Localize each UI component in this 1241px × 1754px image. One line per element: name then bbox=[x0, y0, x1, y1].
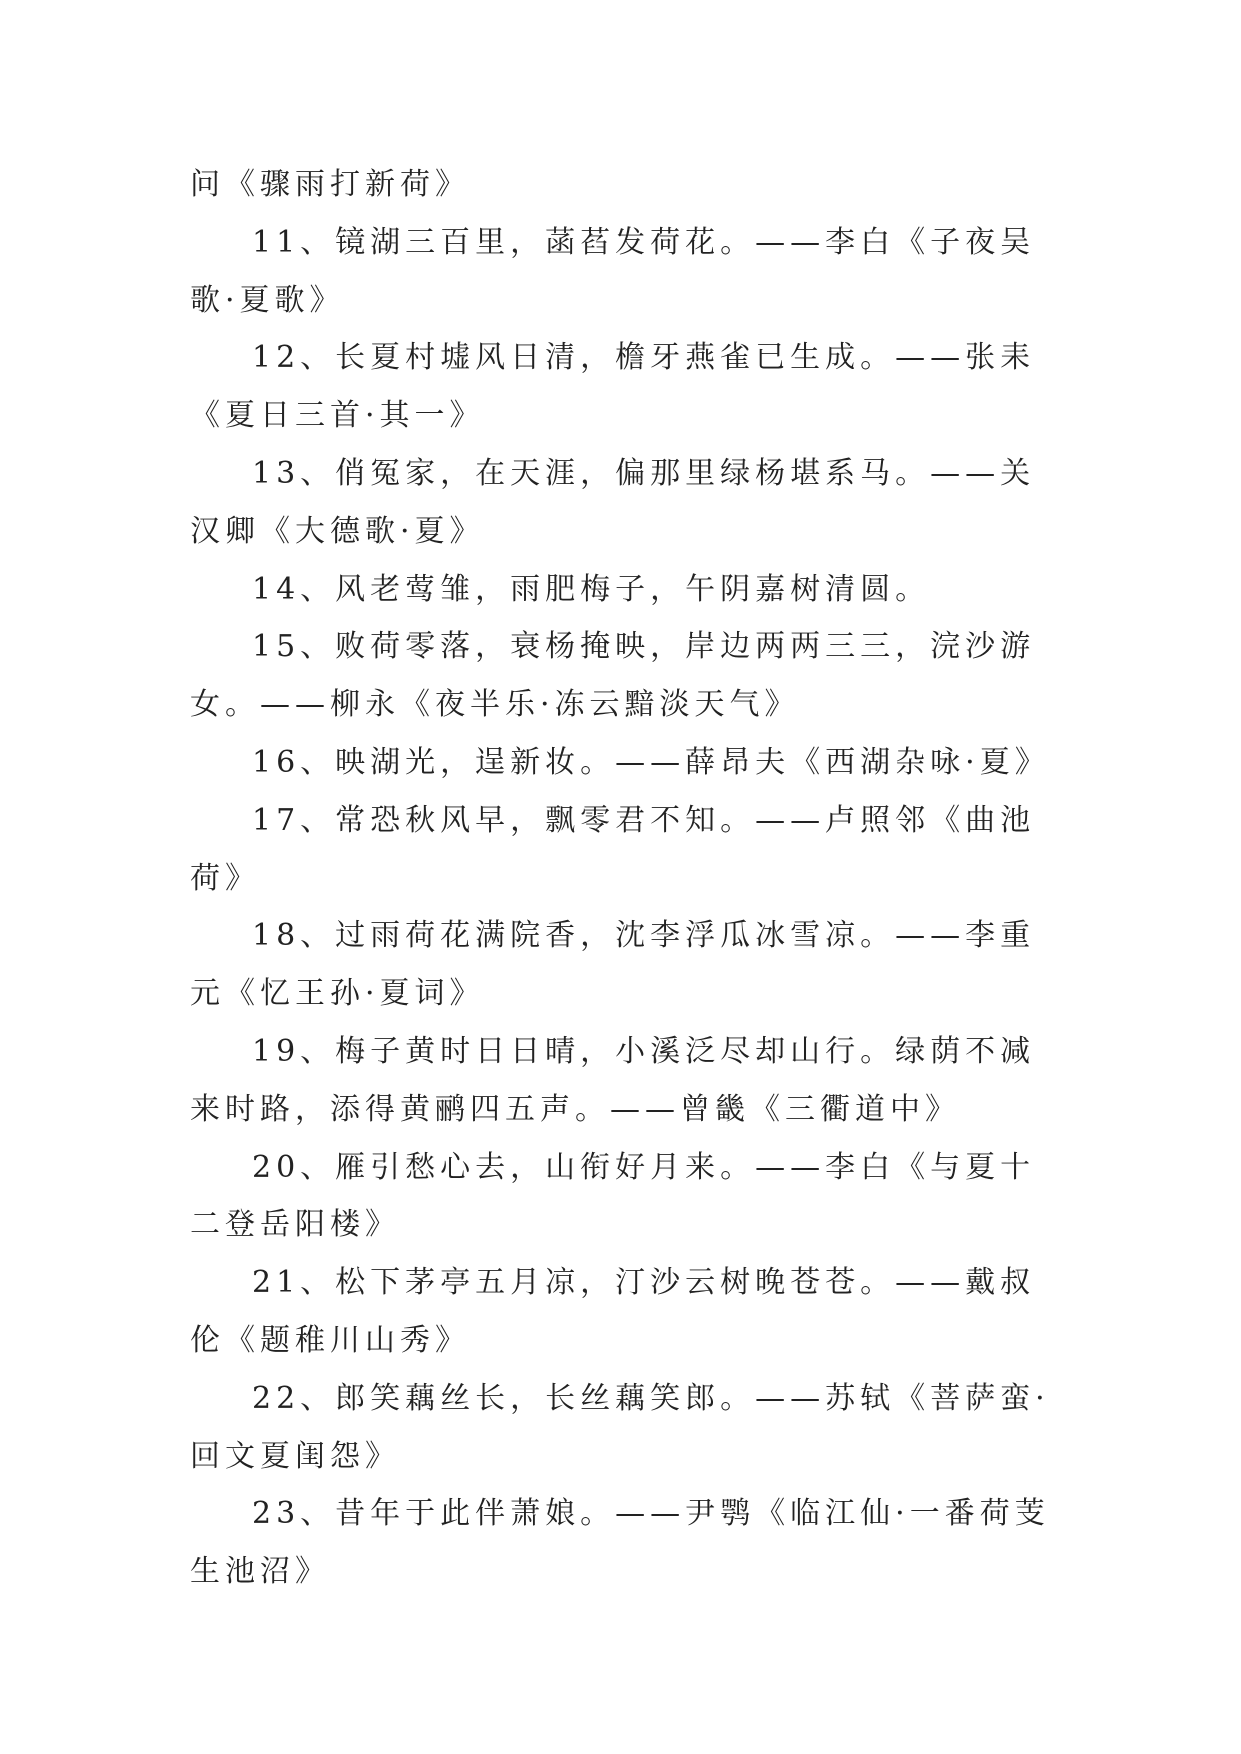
poem-entry-20: 20、雁引愁心去，山衔好月来。——李白《与夏十二登岳阳楼》 bbox=[190, 1149, 1036, 1243]
poem-entry-18: 18、过雨荷花满院香，沈李浮瓜冰雪凉。——李重元《忆王孙·夏词》 bbox=[190, 918, 1036, 1012]
poem-entry-12: 12、长夏村墟风日清，檐牙燕雀已生成。——张耒《夏日三首·其一》 bbox=[190, 340, 1036, 434]
poem-entry-21: 21、松下茅亭五月凉，汀沙云树晚苍苍。——戴叔伦《题稚川山秀》 bbox=[190, 1265, 1036, 1358]
poem-entry-15: 15、败荷零落，衰杨掩映，岸边两两三三，浣沙游女。——柳永《夜半乐·冻云黯淡天气》 bbox=[190, 629, 1036, 723]
poem-entry-19: 19、梅子黄时日日晴，小溪泛尽却山行。绿荫不减来时路，添得黄鹂四五声。——曾畿《三衢道中》 bbox=[190, 1033, 1036, 1127]
document-body bbox=[190, 156, 1052, 1601]
poem-entry-13: 13、俏冤家，在天涯，偏那里绿杨堪系马。——关汉卿《大德歌·夏》 bbox=[190, 455, 1036, 549]
poem-entry-17: 17、常恐秋风早，飘零君不知。——卢照邻《曲池荷》 bbox=[190, 802, 1036, 896]
poem-entry-16: 16、映湖光，逞新妆。——薛昂夫《西湖杂咏·夏》 bbox=[252, 744, 1050, 780]
poem-entry-14: 14、风老莺雏，雨肥梅子，午阴嘉树清圆。 bbox=[252, 571, 931, 607]
poem-entry-22: 22、郎笑藕丝长，长丝藕笑郎。——苏轼《菩萨蛮·回文夏闺怨》 bbox=[190, 1380, 1050, 1474]
continuation-line: 问《骤雨打新荷》 bbox=[190, 167, 470, 202]
poem-entry-23: 23、昔年于此伴萧娘。——尹鹗《临江仙·一番荷芰生池沼》 bbox=[190, 1496, 1050, 1590]
poem-entry-11: 11、镜湖三百里，菡萏发荷花。——李白《子夜吴歌·夏歌》 bbox=[190, 224, 1036, 318]
